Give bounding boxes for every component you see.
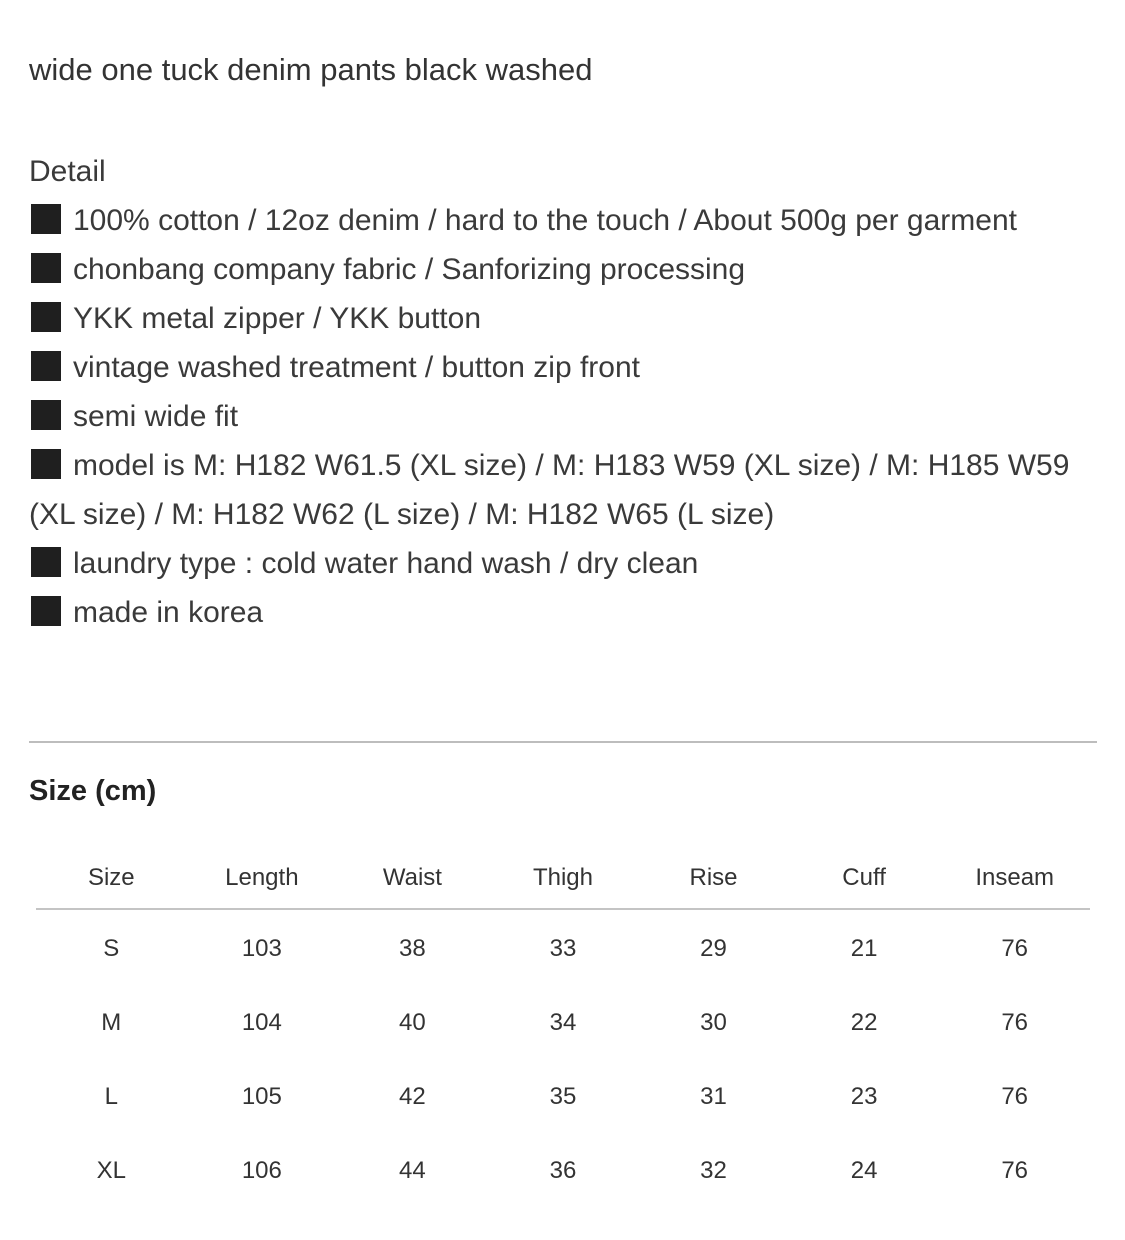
square-bullet-icon	[31, 547, 61, 577]
table-cell: 30	[700, 1009, 727, 1036]
detail-item	[29, 392, 1099, 441]
column-header-size: Size	[36, 848, 187, 909]
column-header-waist: Waist	[337, 848, 488, 909]
square-bullet-icon	[31, 204, 61, 234]
table-cell: 106	[241, 1157, 282, 1184]
detail-item-text: model is M: H182 W61.5 (XL size) / M: H183 W59 (XL size) / M: H185 W59 (XL size) / M: H182 W62 (L size) / M: H182 W65 (L size)	[29, 449, 1070, 531]
table-cell: 33	[549, 935, 577, 962]
square-bullet-icon	[31, 400, 61, 430]
detail-item	[29, 539, 1099, 588]
product-title: wide one tuck denim pants black washed	[29, 52, 593, 87]
table-cell: L	[104, 1083, 118, 1110]
table-cell: 31	[700, 1083, 727, 1110]
table-cell: 42	[399, 1083, 426, 1110]
table-cell: 76	[1001, 1083, 1029, 1110]
detail-item	[29, 588, 1099, 637]
table-row	[36, 1060, 1090, 1134]
table-row	[36, 909, 1090, 986]
detail-item-text: 100% cotton / 12oz denim / hard to the touch / About 500g per garment	[73, 204, 1017, 237]
table-row	[36, 1134, 1090, 1208]
square-bullet-icon	[31, 351, 61, 381]
square-bullet-icon	[31, 449, 61, 479]
table-cell: 35	[549, 1083, 577, 1110]
table-cell: 32	[700, 1157, 727, 1184]
square-bullet-icon	[31, 596, 61, 626]
table-cell: 38	[399, 935, 426, 962]
table-cell: S	[103, 935, 120, 962]
table-cell: 40	[399, 1009, 426, 1036]
table-cell: 76	[1001, 1157, 1029, 1184]
square-bullet-icon	[31, 253, 61, 283]
detail-item-text: vintage washed treatment / button zip front	[73, 351, 640, 384]
table-cell: 104	[241, 1009, 282, 1036]
column-header-inseam: Inseam	[939, 848, 1090, 909]
table-cell: 21	[850, 935, 878, 962]
table-cell: 36	[549, 1157, 577, 1184]
table-row	[36, 986, 1090, 1060]
detail-list	[29, 196, 1099, 637]
table-cell: 44	[399, 1157, 426, 1184]
detail-item	[29, 294, 1099, 343]
table-cell: 103	[241, 935, 282, 962]
table-cell: 23	[850, 1083, 878, 1110]
detail-item	[29, 343, 1099, 392]
section-divider	[29, 741, 1097, 743]
table-cell: M	[101, 1009, 122, 1036]
size-table-header-row	[36, 848, 1090, 909]
square-bullet-icon	[31, 302, 61, 332]
table-cell: 24	[850, 1157, 878, 1184]
column-header-thigh: Thigh	[488, 848, 639, 909]
column-header-length: Length	[187, 848, 338, 909]
size-heading: Size (cm)	[29, 775, 157, 807]
detail-section	[29, 147, 1099, 637]
detail-item-text: laundry type : cold water hand wash / dry clean	[73, 547, 699, 580]
table-cell: XL	[96, 1157, 126, 1184]
detail-item-text: semi wide fit	[73, 400, 239, 433]
size-table	[36, 848, 1090, 1208]
detail-item	[29, 441, 1099, 539]
table-cell: 76	[1001, 935, 1029, 962]
detail-item	[29, 245, 1099, 294]
detail-heading: Detail	[29, 155, 106, 188]
table-cell: 76	[1001, 1009, 1029, 1036]
detail-item-text: made in korea	[73, 596, 264, 629]
detail-item-text: chonbang company fabric / Sanforizing processing	[73, 253, 746, 286]
table-cell: 105	[241, 1083, 282, 1110]
table-cell: 22	[850, 1009, 878, 1036]
table-cell: 29	[700, 935, 727, 962]
detail-item	[29, 196, 1099, 245]
column-header-cuff: Cuff	[789, 848, 940, 909]
column-header-rise: Rise	[638, 848, 789, 909]
detail-item-text: YKK metal zipper / YKK button	[73, 302, 482, 335]
table-cell: 34	[549, 1009, 577, 1036]
